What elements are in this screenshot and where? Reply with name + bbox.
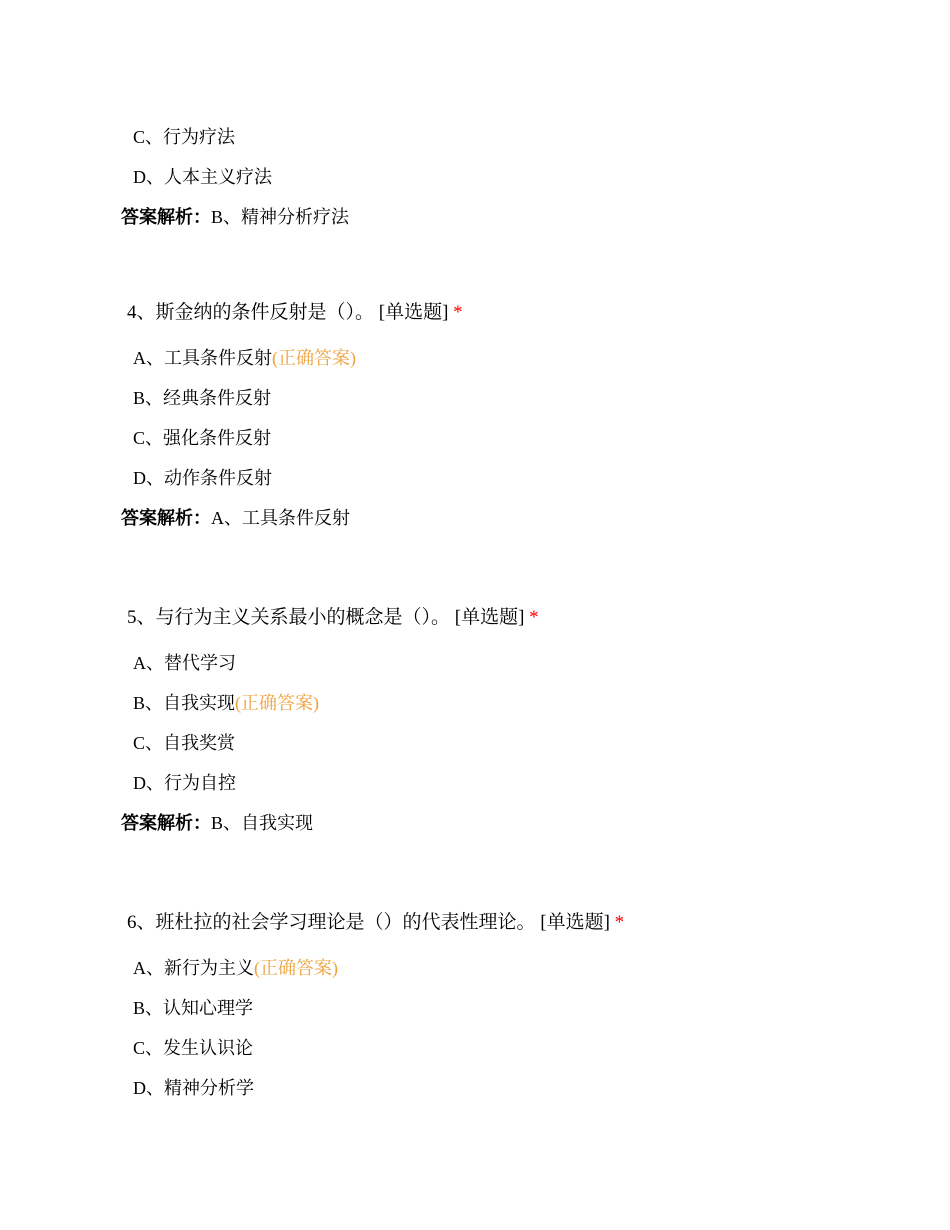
option-text: C、行为疗法 — [133, 127, 236, 147]
option-text: C、发生认识论 — [133, 1038, 254, 1058]
question-block-4 — [121, 293, 890, 538]
option-correct — [121, 683, 890, 723]
option-text: D、人本主义疗法 — [133, 167, 272, 187]
option-correct — [121, 338, 890, 378]
answer-explanation-text: B、精神分析疗法 — [211, 207, 350, 227]
option-text: A、新行为主义 — [133, 958, 254, 978]
option-text: A、替代学习 — [133, 653, 236, 673]
answer-explanation-text: B、自我实现 — [211, 813, 314, 833]
question-block-partial — [121, 117, 890, 237]
option-text: B、自我实现 — [133, 693, 236, 713]
required-asterisk: * — [453, 302, 463, 323]
question-text: 5、与行为主义关系最小的概念是（）。 [单选题] — [127, 607, 525, 628]
question-title — [121, 598, 890, 638]
option — [121, 157, 890, 197]
question-text: 6、班杜拉的社会学习理论是（）的代表性理论。 [单选题] — [127, 912, 610, 933]
question-block-5 — [121, 598, 890, 843]
option — [121, 378, 890, 418]
option — [121, 117, 890, 157]
question-title — [121, 293, 890, 333]
answer-explanation — [121, 498, 890, 538]
option-text: B、经典条件反射 — [133, 388, 272, 408]
option-text: C、强化条件反射 — [133, 428, 272, 448]
option — [121, 988, 890, 1028]
answer-explanation-label: 答案解析： — [121, 508, 211, 528]
option-correct — [121, 948, 890, 988]
required-asterisk: * — [529, 607, 539, 628]
answer-explanation — [121, 197, 890, 237]
correct-answer-tag: (正确答案) — [235, 693, 320, 713]
question-title — [121, 903, 890, 943]
option — [121, 1028, 890, 1068]
option — [121, 458, 890, 498]
question-block-6 — [121, 903, 890, 1108]
option-text: C、自我奖赏 — [133, 733, 236, 753]
question-text: 4、斯金纳的条件反射是（）。 [单选题] — [127, 302, 449, 323]
option-text: D、动作条件反射 — [133, 468, 272, 488]
option-text: D、行为自控 — [133, 773, 236, 793]
answer-explanation — [121, 803, 890, 843]
option-text: D、精神分析学 — [133, 1078, 254, 1098]
option-text: A、工具条件反射 — [133, 348, 272, 368]
answer-explanation-label: 答案解析： — [121, 207, 211, 227]
option-text: B、认知心理学 — [133, 998, 254, 1018]
required-asterisk: * — [614, 912, 625, 933]
option — [121, 723, 890, 763]
answer-explanation-label: 答案解析： — [121, 813, 211, 833]
option — [121, 1068, 890, 1108]
correct-answer-tag: (正确答案) — [254, 958, 338, 978]
correct-answer-tag: (正确答案) — [272, 348, 356, 368]
answer-explanation-text: A、工具条件反射 — [211, 508, 350, 528]
option — [121, 643, 890, 683]
option — [121, 763, 890, 803]
option — [121, 418, 890, 458]
